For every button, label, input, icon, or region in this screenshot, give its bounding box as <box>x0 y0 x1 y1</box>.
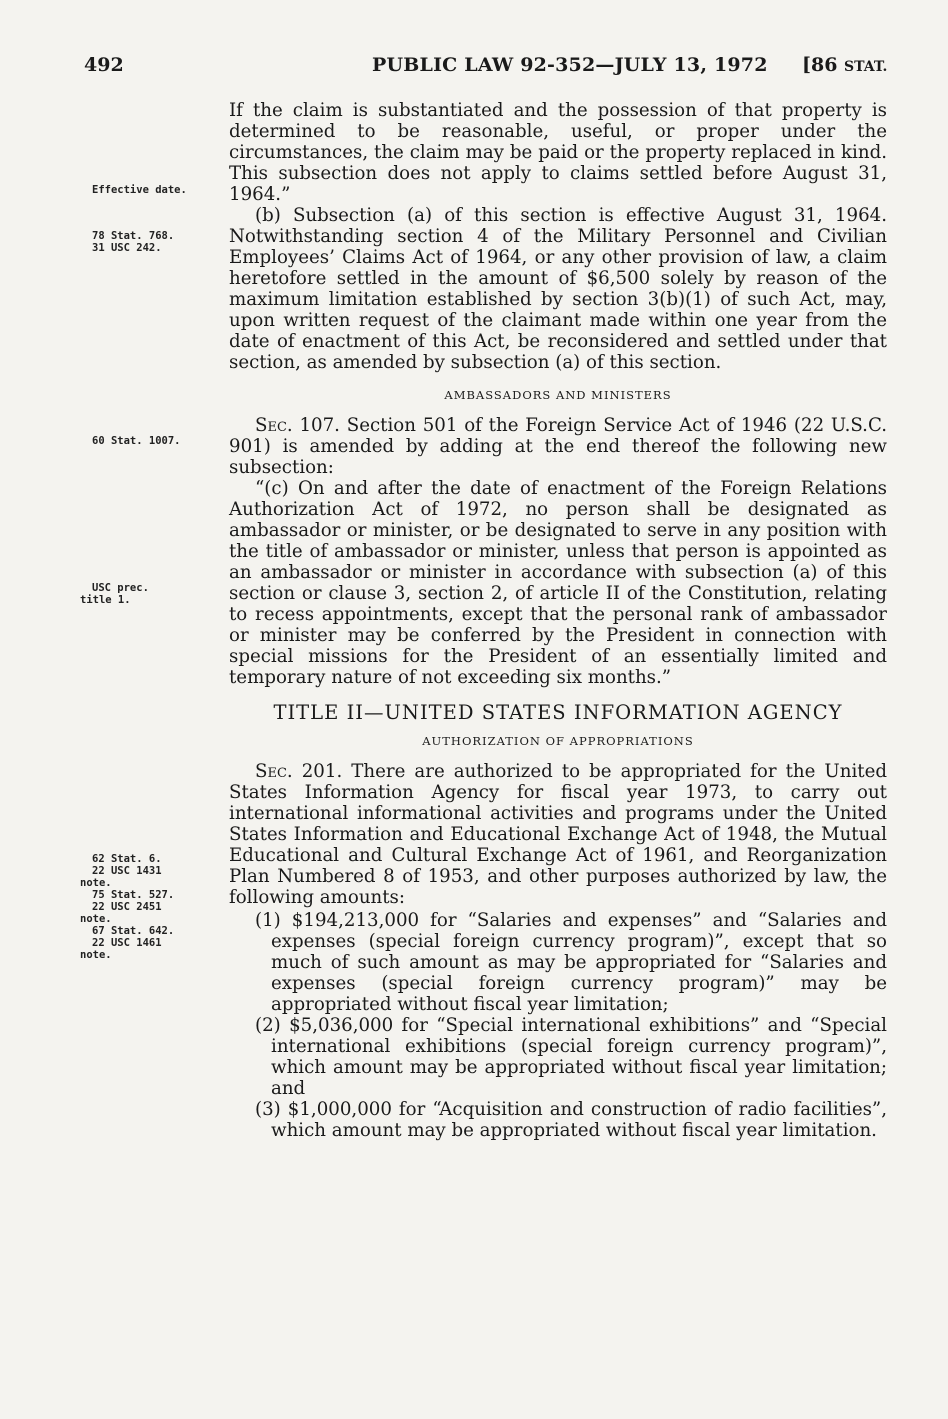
margin-note-line: 62 Stat. 6. <box>92 853 162 865</box>
list-item-2: (2) $5,036,000 for “Special international exhibitions” and “Special international exhibitions (special foreign currency program)”, which amount may be appropriated without fiscal year limitation; and <box>255 1015 887 1099</box>
margin-note-line: Effective date. <box>92 184 187 196</box>
page-number: 492 <box>84 54 124 76</box>
margin-note-78-stat <box>92 230 174 254</box>
section-201-text: 201. There are authorized to be appropriated for the United States Information Agency for fiscal year 1973, to carry out international informational activities and programs under the United States Information and Educational Exchange Act of 1948, the Mutual Educational and Cultural Exchange Act of 1961, and Reorganization Plan Numbered 8 of 1953, and other purposes authorized by law, the following amounts: <box>229 761 887 908</box>
margin-note-line: 78 Stat. 768. <box>92 230 175 242</box>
heading-authorization: AUTHORIZATION OF APPROPRIATIONS <box>422 734 694 748</box>
list-item-3: (3) $1,000,000 for “Acquisition and construction of radio facilities”, which amount may be appropriated without fiscal year limitation. <box>255 1099 887 1141</box>
list-item-1: (1) $194,213,000 for “Salaries and expenses” and “Salaries and expenses (special foreign currency program)”, except that so much of such amount as may be appropriated for “Salaries and expenses (special foreign currency program)” may be appropriated without fiscal year limitation; <box>255 910 887 1015</box>
margin-note-line: 67 Stat. 642. <box>92 925 175 937</box>
margin-note-line: note. <box>80 949 112 961</box>
title-ii-heading: TITLE II—UNITED STATES INFORMATION AGENCY <box>273 701 843 724</box>
paragraph-subsection-b: (b) Subsection (a) of this section is effective August 31, 1964. Notwithstanding section 4 of the Military Personnel and Civilian Employees’ Claims Act of 1964, or any other provision of law, a claim heretofore settled in the amount of $6,500 solely by reason of the maximum limitation established by section 3(b)(1) of such Act, may, upon written request of the claimant made within one year from the date of enactment of this Act, be reconsidered and settled under that section, as amended by subsection (a) of this section. <box>229 205 887 373</box>
margin-note-line: title 1. <box>80 594 131 606</box>
section-label: Sec. <box>255 761 293 782</box>
margin-note-line: 75 Stat. 527. <box>92 889 175 901</box>
section-201 <box>229 761 887 908</box>
margin-note-line: 22 USC 2451 <box>92 901 162 913</box>
volume-abbrev: STAT. <box>844 59 888 75</box>
volume-reference <box>802 54 887 76</box>
margin-note-60-stat <box>92 435 181 447</box>
section-107-text: 107. Section 501 of the Foreign Service Act of 1946 (22 U.S.C. 901) is amended by adding at the end thereof the following new subsection: <box>229 415 887 478</box>
margin-note-line: 22 USC 1461 <box>92 937 162 949</box>
margin-note-line: 22 USC 1431 <box>92 865 162 877</box>
margin-note-usc-prec <box>80 582 149 606</box>
margin-note-statutes <box>80 853 174 961</box>
margin-note-line: 31 USC 242. <box>92 242 162 254</box>
margin-note-line: USC prec. <box>92 582 149 594</box>
paragraph-claim: If the claim is substantiated and the possession of that property is determined to be reasonable, useful, or proper under the circumstances, the claim may be paid or the property replaced in kind. This subsection does not apply to claims settled before August 31, 1964.” <box>229 100 887 205</box>
volume-prefix: [86 <box>802 54 845 76</box>
main-text-column <box>229 100 887 1141</box>
section-107 <box>229 415 887 478</box>
margin-note-line: note. <box>80 913 112 925</box>
quoted-subsection-c: “(c) On and after the date of enactment of the Foreign Relations Authorization Act of 1972, no person shall be designated as ambassador or minister, or be designated to serve in any position with the title of ambassador or minister, unless that person is appointed as an ambassador or minister in accordance with subsection (a) of this section or clause 3, section 2, of article II of the Constitution, relating to recess appointments, except that the personal rank of ambassador or minister may be conferred by the President in connection with special missions for the President of an essentially limited and temporary nature of not exceeding six months.” <box>229 478 887 688</box>
margin-note-line: note. <box>80 877 112 889</box>
margin-note-line: 60 Stat. 1007. <box>92 435 181 447</box>
running-title: PUBLIC LAW 92-352—JULY 13, 1972 <box>372 54 768 76</box>
section-label: Sec. <box>255 415 293 436</box>
margin-note-effective-date <box>92 184 187 196</box>
heading-ambassadors: AMBASSADORS AND MINISTERS <box>444 388 672 402</box>
page-header <box>0 54 948 84</box>
